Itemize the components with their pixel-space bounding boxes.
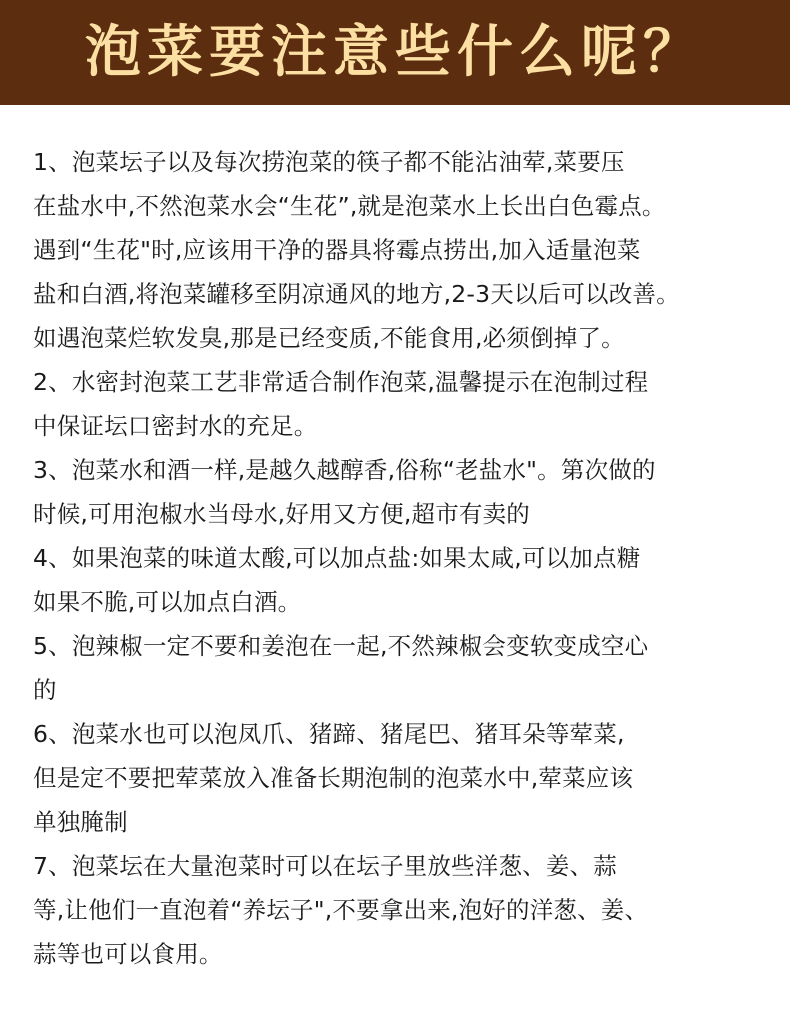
text-line: 时候,可用泡椒水当母水,好用又方便,超市有卖的 bbox=[33, 500, 531, 528]
text-line: 5、泡辣椒一定不要和姜泡在一起,不然辣椒会变软变成空心 bbox=[33, 632, 649, 660]
text-line: 的 bbox=[33, 676, 57, 704]
text-line: 4、如果泡菜的味道太酸,可以加点盐:如果太咸,可以加点糖 bbox=[33, 544, 641, 572]
text-line: 3、泡菜水和酒一样,是越久越醇香,俗称“老盐水"。第次做的 bbox=[33, 456, 656, 484]
text-line: 单独腌制 bbox=[33, 808, 128, 836]
text-line: 7、泡菜坛在大量泡菜时可以在坛子里放些洋葱、姜、蒜 bbox=[33, 852, 617, 880]
text-line: 中保证坛口密封水的充足。 bbox=[33, 412, 318, 440]
text-line: 6、泡菜水也可以泡凤爪、猪蹄、猪尾巴、猪耳朵等荤菜, bbox=[33, 720, 625, 748]
page-title: 泡菜要注意些什么呢？ bbox=[85, 19, 705, 85]
text-line: 但是定不要把荤菜放入准备长期泡制的泡菜水中,荤菜应该 bbox=[33, 764, 634, 792]
title-banner bbox=[0, 0, 790, 105]
text-line: 2、水密封泡菜工艺非常适合制作泡菜,温馨提示在泡制过程 bbox=[33, 368, 649, 396]
text-line: 等,让他们一直泡着“养坛子",不要拿出来,泡好的洋葱、姜、 bbox=[33, 896, 649, 924]
text-line: 如遇泡菜烂软发臭,那是已经变质,不能食用,必须倒掉了。 bbox=[33, 324, 625, 352]
text-line: 如果不脆,可以加点白酒。 bbox=[33, 588, 302, 616]
text-line: 在盐水中,不然泡菜水会“生花”,就是泡菜水上长出白色霉点。 bbox=[33, 192, 666, 220]
text-line: 遇到“生花"时,应该用干净的器具将霉点捞出,加入适量泡菜 bbox=[33, 236, 641, 264]
text-line: 盐和白酒,将泡菜罐移至阴凉通风的地方,2-3天以后可以改善。 bbox=[33, 280, 680, 308]
text-line: 1、泡菜坛子以及每次捞泡菜的筷子都不能沾油荤,菜要压 bbox=[33, 148, 625, 176]
text-line: 蒜等也可以食用。 bbox=[33, 940, 223, 968]
